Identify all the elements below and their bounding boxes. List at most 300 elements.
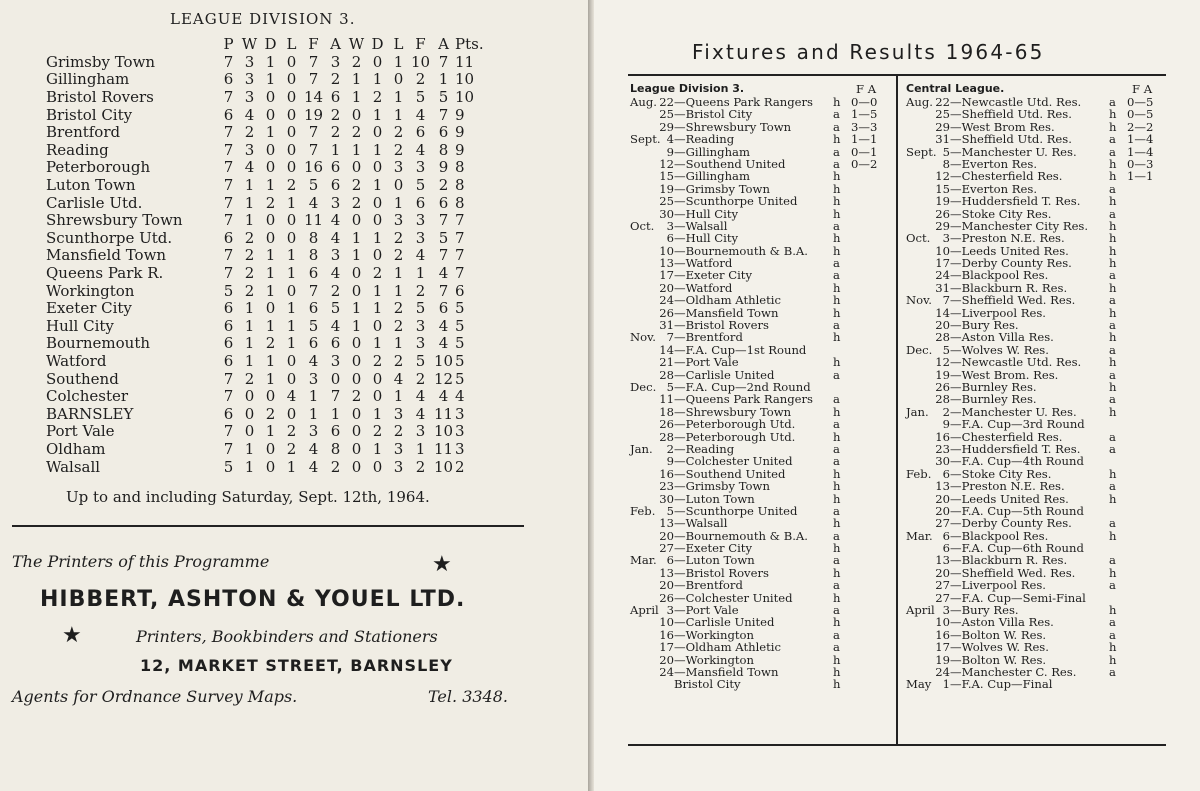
fixture-month: Feb. xyxy=(630,503,656,518)
stat-cell: 4 xyxy=(393,369,404,388)
fixture-venue: h xyxy=(1109,565,1117,580)
fixture-opponent: —F.A. Cup—6th Round xyxy=(950,541,1084,556)
stat-cell: 7 xyxy=(438,105,449,124)
stat-cell: 6 xyxy=(308,334,319,353)
stat-cell: 6 xyxy=(438,193,449,212)
stat-cell: 0 xyxy=(351,422,362,441)
fixture-opponent: —Bolton W. Res. xyxy=(950,652,1047,667)
stat-cell: 4 xyxy=(438,334,449,353)
fixture-day: 16 xyxy=(659,466,674,481)
stat-cell: 0 xyxy=(351,211,362,230)
fixture-opponent: —Southend United xyxy=(674,156,786,171)
stat-cell: 7 xyxy=(223,387,234,406)
fixture-opponent: —Bristol Rovers xyxy=(674,565,769,580)
fixture-opponent: —Watford xyxy=(674,280,733,295)
fixture-opponent: —Brentford xyxy=(674,330,743,345)
stat-cell: 7 xyxy=(330,387,341,406)
fixture-day: 19 xyxy=(659,181,674,196)
fixture-day: 27 xyxy=(935,590,950,605)
fixture-row xyxy=(630,455,894,467)
fixture-day: 11 xyxy=(659,392,674,407)
stat-cell: 3 xyxy=(415,422,426,441)
fixture-day: 20 xyxy=(935,565,950,580)
fixture-month: Jan. xyxy=(630,441,653,456)
stat-cell: 8 xyxy=(308,246,319,265)
stat-cell: 1 xyxy=(372,281,383,300)
stat-cell: 7 xyxy=(223,369,234,388)
stat-cell: 7 xyxy=(223,439,234,458)
table-row xyxy=(46,230,484,248)
stat-cell: 2 xyxy=(351,123,362,142)
stat-cell: 4 xyxy=(415,246,426,265)
fixture-venue: h xyxy=(833,355,841,370)
fixture-month: Mar. xyxy=(906,528,933,543)
stat-cell: 6 xyxy=(330,422,341,441)
fixture-day: 20 xyxy=(935,491,950,506)
points-cell: 7 xyxy=(455,264,465,283)
col-header: P xyxy=(223,35,234,54)
fixture-day: 16 xyxy=(935,429,950,444)
fixture-opponent: —Hull City xyxy=(674,231,739,246)
stat-cell: 1 xyxy=(244,176,255,195)
fixture-day: 4 xyxy=(666,132,674,147)
fixture-day: 17 xyxy=(659,268,674,283)
fixture-opponent: —Workington xyxy=(674,652,754,667)
stat-cell: 10 xyxy=(433,422,454,441)
stat-cell: 2 xyxy=(372,351,383,370)
stat-cell: 0 xyxy=(351,404,362,423)
stat-cell: 2 xyxy=(244,246,255,265)
fixture-venue: h xyxy=(833,677,841,692)
stat-cell: 6 xyxy=(415,193,426,212)
stat-cell: 16 xyxy=(303,158,324,177)
fixture-row xyxy=(630,393,894,405)
left-page xyxy=(0,0,588,791)
stat-cell: 2 xyxy=(393,140,404,159)
fixture-day: 8 xyxy=(942,156,950,171)
fixture-venue: h xyxy=(833,181,841,196)
fixture-day: 3 xyxy=(666,603,674,618)
team-name: Walsall xyxy=(46,457,101,476)
fixture-venue: a xyxy=(833,528,840,543)
stat-cell: 2 xyxy=(372,88,383,107)
fixture-row xyxy=(906,269,1168,281)
team-name: Luton Town xyxy=(46,176,136,195)
stat-cell: 3 xyxy=(415,158,426,177)
stat-cell: 0 xyxy=(265,228,276,247)
stat-cell: 3 xyxy=(244,52,255,71)
stat-cell: 3 xyxy=(244,88,255,107)
stat-cell: 11 xyxy=(303,211,324,230)
col-header: D xyxy=(371,35,384,54)
fixture-opponent: —Burnley Res. xyxy=(950,392,1037,407)
fixture-opponent: —Carlisle United xyxy=(674,615,775,630)
fixture-opponent: —Walsall xyxy=(674,516,728,531)
fixture-day: 10 xyxy=(659,243,674,258)
fixture-month: Feb. xyxy=(906,466,932,481)
stat-cell: 2 xyxy=(393,299,404,318)
stat-cell: 6 xyxy=(438,299,449,318)
stat-cell: 0 xyxy=(265,387,276,406)
points-cell: 5 xyxy=(455,351,465,370)
stat-cell: 10 xyxy=(410,52,431,71)
fixture-venue: h xyxy=(833,491,841,506)
stat-cell: 1 xyxy=(286,246,297,265)
stat-cell: 0 xyxy=(372,52,383,71)
fixture-venue: a xyxy=(1109,392,1116,407)
fixture-day: 24 xyxy=(659,293,674,308)
team-name: Bournemouth xyxy=(46,334,151,353)
stat-cell: 1 xyxy=(265,351,276,370)
stat-cell: 1 xyxy=(415,264,426,283)
fixtures-title: Fixtures and Results 1964-65 xyxy=(692,40,1045,64)
stat-cell: 0 xyxy=(286,123,297,142)
fixture-opponent: —Shrewsbury Town xyxy=(674,404,792,419)
fixture-month: Jan. xyxy=(906,404,929,419)
fixture-opponent: —Mansfield Town xyxy=(674,305,779,320)
fixture-day: 18 xyxy=(659,404,674,419)
fixture-score: 1—4 xyxy=(1127,144,1154,159)
fixture-month: Dec. xyxy=(906,342,933,357)
fixture-venue: a xyxy=(833,627,840,642)
stat-cell: 5 xyxy=(438,88,449,107)
fixture-score: 0—0 xyxy=(851,95,878,109)
stat-cell: 0 xyxy=(265,158,276,177)
stat-cell: 5 xyxy=(438,228,449,247)
stat-cell: 1 xyxy=(393,193,404,212)
stat-cell: 3 xyxy=(393,158,404,177)
fixture-venue: a xyxy=(833,367,840,382)
stat-cell: 0 xyxy=(372,246,383,265)
stat-cell: 1 xyxy=(393,105,404,124)
stat-cell: 1 xyxy=(265,52,276,71)
points-cell: 5 xyxy=(455,369,465,388)
stat-cell: 1 xyxy=(286,264,297,283)
fixture-venue: h xyxy=(833,330,841,345)
stat-cell: 3 xyxy=(393,404,404,423)
col-header: W xyxy=(241,35,258,54)
stat-cell: 5 xyxy=(415,176,426,195)
points-cell: 8 xyxy=(455,158,465,177)
stat-cell: 2 xyxy=(351,176,362,195)
fixture-day: 26 xyxy=(935,379,950,394)
stat-cell: 4 xyxy=(330,228,341,247)
points-cell: 5 xyxy=(455,316,465,335)
stat-cell: 1 xyxy=(351,70,362,89)
fixture-day: 30 xyxy=(935,454,950,469)
fixture-opponent: —Sheffield Wed. Res. xyxy=(950,565,1076,580)
fixture-venue: a xyxy=(1109,342,1116,357)
fixture-day: 9 xyxy=(666,144,674,159)
stat-cell: 0 xyxy=(286,369,297,388)
fixture-opponent: —Reading xyxy=(674,441,735,456)
team-name: BARNSLEY xyxy=(46,404,134,423)
fixture-opponent: —Blackburn R. Res. xyxy=(950,553,1068,568)
stat-cell: 1 xyxy=(265,264,276,283)
fixture-venue: h xyxy=(1109,379,1117,394)
fixture-row xyxy=(906,170,1168,182)
fixture-day: 3 xyxy=(942,231,950,246)
fixture-day: 20 xyxy=(659,528,674,543)
fixture-venue: h xyxy=(833,280,841,295)
stat-cell: 0 xyxy=(265,105,276,124)
fixture-opponent: —Workington xyxy=(674,627,754,642)
stat-cell: 3 xyxy=(415,316,426,335)
stat-cell: 4 xyxy=(244,105,255,124)
stat-cell: 3 xyxy=(393,211,404,230)
fixture-day: 25 xyxy=(659,194,674,209)
fixture-opponent: —Shrewsbury Town xyxy=(674,119,792,134)
fixture-venue: a xyxy=(1109,627,1116,642)
fixture-venue: h xyxy=(833,293,841,308)
fixture-venue: a xyxy=(1109,429,1116,444)
fixture-day: 16 xyxy=(659,627,674,642)
fixture-day: 28 xyxy=(935,392,950,407)
fixture-opponent: —Manchester City Res. xyxy=(950,218,1089,233)
stat-cell: 12 xyxy=(433,369,454,388)
stat-cell: 2 xyxy=(372,422,383,441)
fixture-day: 3 xyxy=(666,218,674,233)
table-row xyxy=(46,106,484,124)
stat-cell: 2 xyxy=(265,193,276,212)
fa-header: F A xyxy=(1132,82,1153,96)
col-header: L xyxy=(393,35,404,54)
fixture-venue: h xyxy=(1109,404,1117,419)
fixture-opponent: —F.A. Cup—5th Round xyxy=(950,503,1084,518)
printers-heading: The Printers of this Programme xyxy=(12,552,270,571)
fixture-opponent: —Preston N.E. Res. xyxy=(950,231,1065,246)
fixture-day: 29 xyxy=(935,218,950,233)
fixture-row xyxy=(630,579,894,591)
fixture-day: 30 xyxy=(659,491,674,506)
fixture-row xyxy=(906,294,1168,306)
stat-cell: 2 xyxy=(244,228,255,247)
fixture-venue: a xyxy=(1109,441,1116,456)
fixture-opponent: —Leeds United Res. xyxy=(950,491,1069,506)
stat-cell: 0 xyxy=(372,123,383,142)
stat-cell: 1 xyxy=(372,299,383,318)
fixture-opponent: —Brentford xyxy=(674,578,743,593)
stat-cell: 0 xyxy=(286,228,297,247)
fixture-venue: h xyxy=(1109,305,1117,320)
fixture-row xyxy=(630,356,894,368)
stat-cell: 0 xyxy=(393,176,404,195)
fixture-opponent: —West Brom. Res. xyxy=(950,367,1059,382)
points-cell: 2 xyxy=(455,457,465,476)
fixture-opponent: —Bournemouth & B.A. xyxy=(674,243,808,258)
points-cell: 10 xyxy=(455,88,475,107)
fixture-opponent: —Chesterfield Res. xyxy=(950,169,1063,184)
fixture-day: 12 xyxy=(935,169,950,184)
fixture-day: 6 xyxy=(942,528,950,543)
fixture-day: 14 xyxy=(935,305,950,320)
fixture-day: 24 xyxy=(935,268,950,283)
stat-cell: 4 xyxy=(415,140,426,159)
stat-cell: 0 xyxy=(244,387,255,406)
fixture-day: 27 xyxy=(935,516,950,531)
stat-cell: 4 xyxy=(438,387,449,406)
points-cell: 8 xyxy=(455,193,465,212)
stat-cell: 5 xyxy=(330,299,341,318)
fixture-venue: a xyxy=(1109,479,1116,494)
fixture-venue: h xyxy=(833,590,841,605)
stat-cell: 4 xyxy=(438,264,449,283)
stat-cell: 0 xyxy=(286,158,297,177)
fixture-day: 26 xyxy=(935,206,950,221)
stat-cell: 2 xyxy=(330,123,341,142)
fixture-opponent: —Exeter City xyxy=(674,268,752,283)
stat-cell: 2 xyxy=(372,264,383,283)
fixtures-header-label: Central League. xyxy=(906,82,1005,95)
fixture-month: Nov. xyxy=(630,330,656,345)
fixture-venue: a xyxy=(1109,181,1116,196)
fixture-venue: h xyxy=(833,466,841,481)
fixture-score: 0—1 xyxy=(851,144,878,159)
stat-cell: 3 xyxy=(330,246,341,265)
fixture-opponent: —F.A. Cup—4th Round xyxy=(950,454,1084,469)
stat-cell: 7 xyxy=(223,176,234,195)
stat-cell: 1 xyxy=(286,457,297,476)
fixture-score: 0—5 xyxy=(1127,107,1154,122)
fixture-opponent: —Luton Town xyxy=(674,553,755,568)
fixture-score: 1—4 xyxy=(1127,132,1154,147)
divider xyxy=(12,525,524,527)
fixture-opponent: —Manchester C. Res. xyxy=(950,664,1077,679)
fixture-opponent: —Newcastle Utd. Res. xyxy=(950,95,1082,109)
fixture-opponent: —F.A. Cup—3rd Round xyxy=(950,417,1085,432)
fixture-opponent: —F.A. Cup—2nd Round xyxy=(674,379,811,394)
fixture-opponent: —Preston N.E. Res. xyxy=(950,479,1065,494)
team-name: Port Vale xyxy=(46,422,115,441)
fixture-row xyxy=(630,517,894,529)
stat-cell: 10 xyxy=(433,457,454,476)
stat-cell: 0 xyxy=(351,334,362,353)
fixture-day: 27 xyxy=(935,578,950,593)
fixture-day: 31 xyxy=(659,318,674,333)
stat-cell: 2 xyxy=(244,369,255,388)
fixture-venue: a xyxy=(833,417,840,432)
stat-cell: 6 xyxy=(415,123,426,142)
stat-cell: 7 xyxy=(308,52,319,71)
fixture-score: 1—1 xyxy=(851,132,878,147)
fixture-day: 19 xyxy=(935,652,950,667)
fixture-opponent: —Watford xyxy=(674,256,733,271)
fixture-venue: h xyxy=(833,565,841,580)
fixture-day: 3 xyxy=(942,603,950,618)
stat-cell: 2 xyxy=(393,228,404,247)
stat-cell: 6 xyxy=(330,334,341,353)
fixture-venue: h xyxy=(833,243,841,258)
stat-cell: 1 xyxy=(438,70,449,89)
fixture-day: 10 xyxy=(935,615,950,630)
fixture-day: 17 xyxy=(659,640,674,655)
fixture-month: Sept. xyxy=(630,132,661,147)
telephone: Tel. 3348. xyxy=(428,687,508,706)
col-header: L xyxy=(286,35,297,54)
fixture-venue: h xyxy=(833,429,841,444)
fixture-venue: h xyxy=(1109,243,1117,258)
fixtures-header xyxy=(630,82,894,96)
fixture-day: 19 xyxy=(935,367,950,382)
table-row xyxy=(46,142,484,160)
stat-cell: 6 xyxy=(223,404,234,423)
fixture-day: 13 xyxy=(935,553,950,568)
team-name: Scunthorpe Utd. xyxy=(46,228,173,247)
fixture-day: 28 xyxy=(935,330,950,345)
stat-cell: 0 xyxy=(265,88,276,107)
fixture-list xyxy=(906,96,1168,691)
fixture-opponent: —Colchester United xyxy=(674,454,793,469)
fixture-opponent: —Wolves W. Res. xyxy=(950,640,1049,655)
stat-cell: 2 xyxy=(415,281,426,300)
fixture-opponent: —Bolton W. Res. xyxy=(950,627,1047,642)
fixture-day: 26 xyxy=(659,590,674,605)
stat-cell: 0 xyxy=(286,105,297,124)
col-header: F xyxy=(308,35,319,54)
fixture-opponent: —Blackpool Res. xyxy=(950,268,1049,283)
fixture-opponent: Bristol City xyxy=(674,677,741,692)
stat-cell: 1 xyxy=(393,281,404,300)
stat-cell: 3 xyxy=(308,369,319,388)
col-header: F xyxy=(415,35,426,54)
fixture-row xyxy=(630,480,894,492)
fixture-opponent: —Port Vale xyxy=(674,603,739,618)
stat-cell: 1 xyxy=(286,299,297,318)
fixture-venue: a xyxy=(833,503,840,518)
fixture-day: 26 xyxy=(659,417,674,432)
fixture-row xyxy=(906,616,1168,628)
stat-cell: 2 xyxy=(351,52,362,71)
table-row xyxy=(46,54,484,72)
points-cell: 5 xyxy=(455,299,465,318)
stat-cell: 1 xyxy=(372,140,383,159)
central-league-fixtures xyxy=(906,82,1168,691)
stat-cell: 0 xyxy=(372,369,383,388)
fixture-venue: h xyxy=(833,541,841,556)
fixture-venue: a xyxy=(833,441,840,456)
points-cell: 9 xyxy=(455,105,465,124)
stat-cell: 4 xyxy=(330,264,341,283)
stat-cell: 2 xyxy=(265,404,276,423)
col-header: A xyxy=(330,35,341,54)
divider xyxy=(628,744,1166,746)
fixture-month: Aug. xyxy=(630,95,657,109)
stat-cell: 1 xyxy=(265,316,276,335)
fixture-venue: h xyxy=(833,615,841,630)
table-row xyxy=(46,265,484,283)
stat-cell: 1 xyxy=(351,299,362,318)
stat-cell: 4 xyxy=(438,316,449,335)
table-footnote: Up to and including Saturday, Sept. 12th, 1964. xyxy=(66,488,430,506)
team-name: Mansfield Town xyxy=(46,246,167,265)
team-name: Gillingham xyxy=(46,70,130,89)
stat-cell: 2 xyxy=(286,176,297,195)
stat-cell: 1 xyxy=(244,193,255,212)
stat-cell: 1 xyxy=(372,176,383,195)
fixture-day: 12 xyxy=(659,156,674,171)
fixture-month: Oct. xyxy=(630,218,655,233)
stat-cell: 2 xyxy=(330,105,341,124)
fixture-venue: a xyxy=(833,318,840,333)
fixture-opponent: —Hull City xyxy=(674,206,739,221)
league-table xyxy=(46,36,484,476)
fixture-row xyxy=(906,641,1168,653)
fixture-day: 30 xyxy=(659,206,674,221)
fixture-score: 1—1 xyxy=(1127,169,1154,184)
col-header: A xyxy=(438,35,449,54)
fixture-day: 12 xyxy=(935,355,950,370)
stat-cell: 2 xyxy=(244,281,255,300)
